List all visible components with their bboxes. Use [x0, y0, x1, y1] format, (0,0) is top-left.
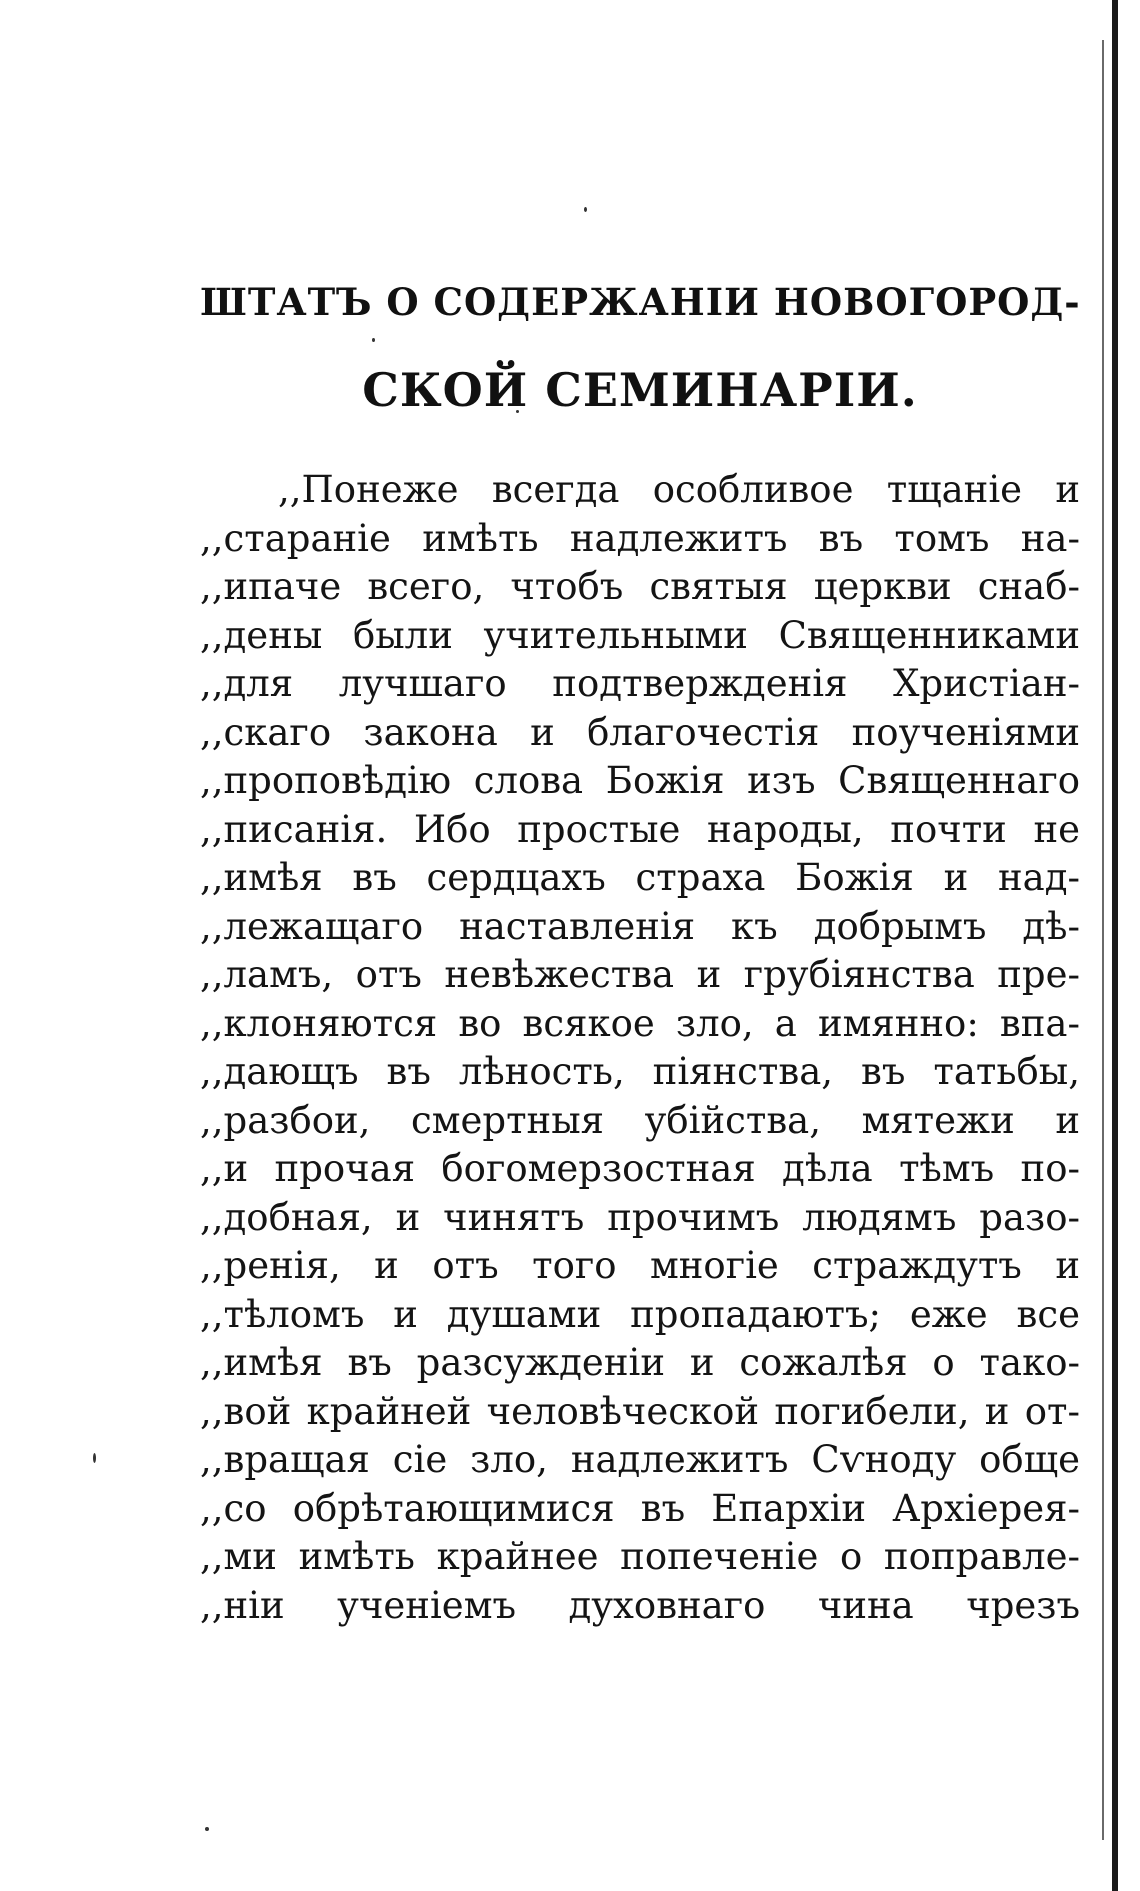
text-line: ,,ламъ, отъ невѣжества и грубіянства пре- [200, 953, 1080, 996]
text-line: ,,вой крайней человѣческой погибели, и от- [200, 1389, 1080, 1433]
text-line: ,,писанія. Ибо простые народы, почти не [200, 807, 1080, 851]
text-line: ,,имѣя въ сердцахъ страха Божія и над- [200, 856, 1080, 899]
text-line: ,,стараніе имѣть надлежитъ въ томъ на- [200, 516, 1080, 560]
text-line: ,,тѣломъ и душами пропадаютъ; еже все [200, 1292, 1080, 1336]
text-line: ,,проповѣдію слова Божія изъ Священнаго [200, 759, 1080, 802]
page-gutter-line [1102, 40, 1104, 1840]
text-line: ,,лежащаго наставленія къ добрымъ дѣ- [200, 904, 1080, 948]
text-line: ,,дающъ въ лѣность, піянства, въ татьбы, [200, 1050, 1080, 1093]
page-spine-edge [1112, 0, 1118, 1891]
text-line: ,,Понеже всегда особливое тщаніе и [278, 468, 1080, 511]
text-line: ,,разбои, смертныя убійства, мятежи и [200, 1098, 1080, 1142]
text-line: ,,вращая сіе зло, надлежитъ Сѵноду обще [200, 1438, 1080, 1481]
text-line: ,,ніи ученіемъ духовнаго чина чрезъ [200, 1583, 1080, 1627]
text-line: ,,для лучшаго подтвержденія Христіан- [200, 662, 1080, 705]
print-speck [205, 1827, 209, 1831]
heading-line-2: СКОЙ СЕМИНАРІИ. [362, 363, 918, 417]
text-line: ,,дены были учительными Священниками [200, 613, 1080, 657]
text-line: ,,ипаче всего, чтобъ святыя церкви снаб- [200, 565, 1080, 608]
text-line: ,,и прочая богомерзостная дѣла тѣмъ по- [200, 1147, 1080, 1190]
text-line: ,,ми имѣть крайнее попеченіе о поправле- [200, 1535, 1080, 1578]
text-line: ,,добная, и чинятъ прочимъ людямъ разо- [200, 1195, 1080, 1239]
page-heading [200, 258, 1080, 434]
text-line: ,,со обрѣтающимися въ Епархіи Архіерея- [200, 1486, 1080, 1530]
print-speck [93, 1453, 96, 1463]
text-line: ,,имѣя въ разсужденіи и сожалѣя о тако- [200, 1341, 1080, 1384]
text-line: ,,клоняются во всякое зло, а имянно: впа- [200, 1001, 1080, 1045]
print-speck [584, 207, 587, 212]
text-line: ,,скаго закона и благочестія поученіями [200, 710, 1080, 754]
text-line: ,,ренія, и отъ того многіе страждутъ и [200, 1244, 1080, 1287]
heading-line-1: ШТАТЪ О СОДЕРЖАНІИ НОВОГОРОД- [200, 280, 1081, 324]
body-paragraph [200, 466, 1080, 1630]
